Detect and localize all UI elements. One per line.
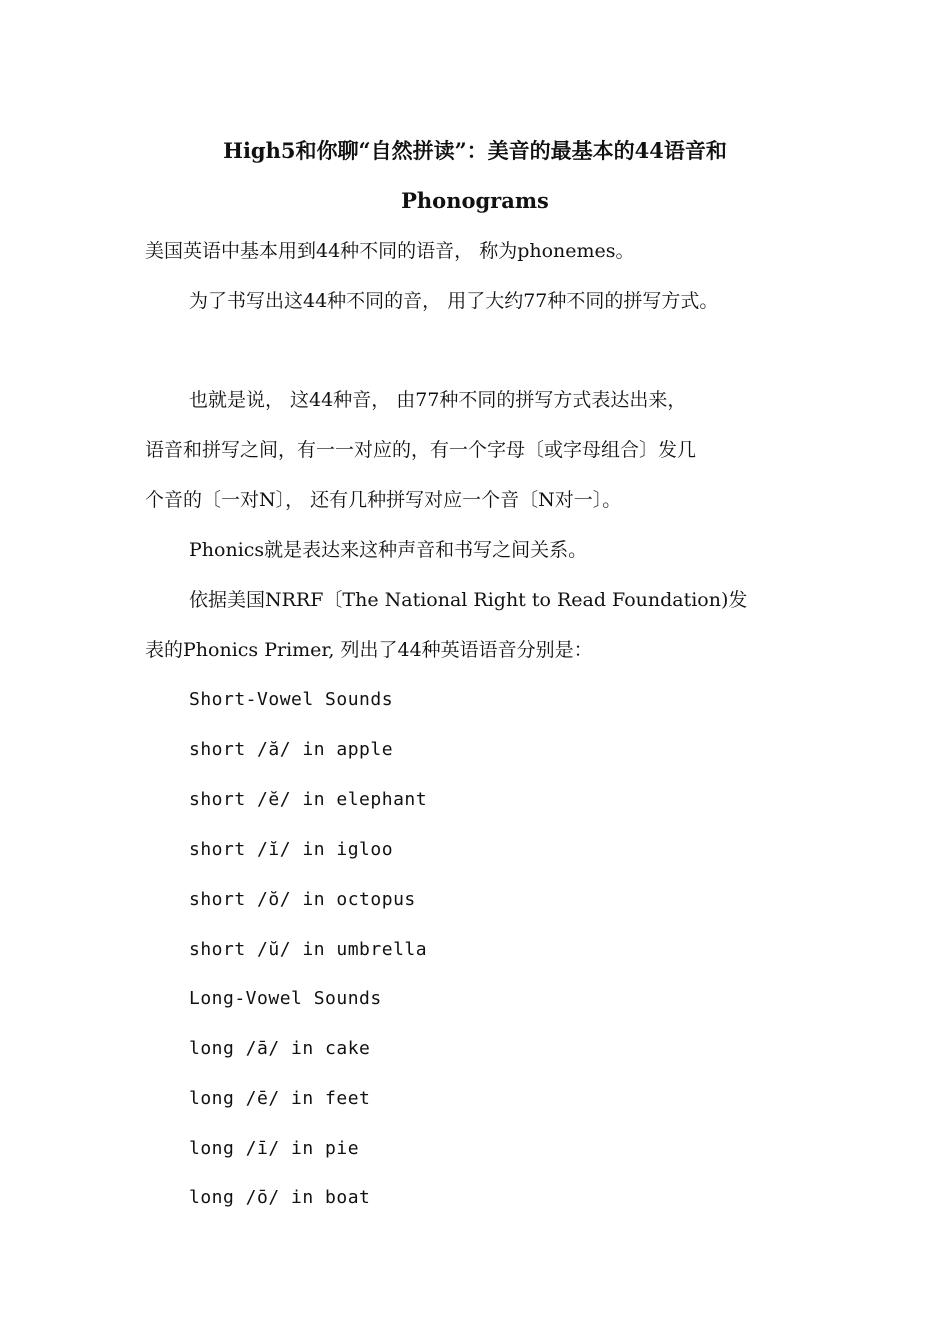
list-item: short /ă/ in apple [189,739,394,760]
list-item: long /ī/ in pie [189,1138,360,1159]
section-heading-short-vowels: Short-Vowel Sounds [189,689,394,710]
list-item: long /ō/ in boat [189,1187,371,1208]
paragraph-line: 表的Phonics Primer, 列出了44种英语语音分别是： [145,639,593,661]
list-item: long /ē/ in feet [189,1088,371,1109]
list-item: long /ā/ in cake [189,1038,371,1059]
list-item: short /ĕ/ in elephant [189,789,428,810]
document-title-line-1: High5和你聊“自然拼读”：美音的最基本的44语音和 [223,138,727,163]
list-item: short /ĭ/ in igloo [189,839,394,860]
list-item: short /ŭ/ in umbrella [189,939,428,960]
list-item: short /ŏ/ in octopus [189,889,416,910]
paragraph-line: 也就是说， 这44种音， 由77种不同的拼写方式表达出来， [189,389,687,411]
document-title-line-2: Phonograms [401,188,549,213]
paragraph-line: 语音和拼写之间，有一一对应的，有一个字母〔或字母组合〕发几 [145,439,697,461]
paragraph-line: Phonics就是表达来这种声音和书写之间关系。 [189,539,588,561]
paragraph-line: 个音的〔一对N〕， 还有几种拼写对应一个音〔N对一〕。 [145,489,622,511]
paragraph-line: 为了书写出这44种不同的音， 用了大约77种不同的拼写方式。 [189,290,719,312]
paragraph-line: 依据美国NRRF〔The National Right to Read Foundation)发 [189,589,748,611]
section-heading-long-vowels: Long-Vowel Sounds [189,988,382,1009]
paragraph-line: 美国英语中基本用到44种不同的语音， 称为phonemes。 [145,240,635,262]
